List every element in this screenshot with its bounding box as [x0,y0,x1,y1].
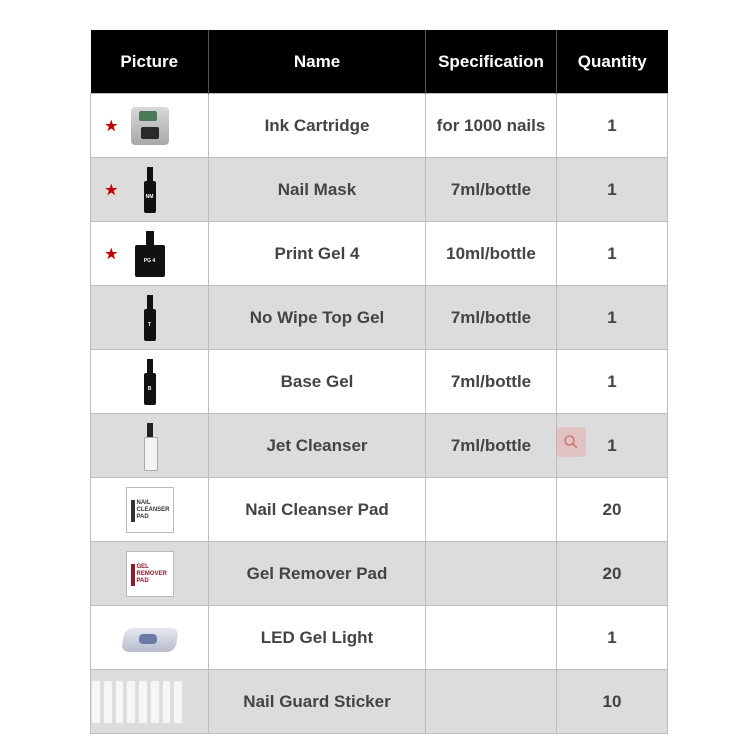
pad-label: NAIL CLEANSER PAD [136,499,170,520]
jet-cleanser-bottle-icon [144,423,156,469]
bottle-label: NM [144,181,156,213]
picture-cell [91,350,209,414]
item-spec: 7ml/bottle [426,158,557,222]
item-quantity: 20 [557,542,668,606]
table-row [91,158,668,222]
item-quantity: 1 [557,222,668,286]
picture-cell [91,670,209,734]
item-quantity: 10 [557,670,668,734]
nail-guard-sticker-icon [91,680,183,724]
bottle-label: B [144,373,156,405]
item-name: Nail Cleanser Pad [209,478,426,542]
item-spec [426,606,557,670]
item-name: Nail Guard Sticker [209,670,426,734]
picture-cell [91,606,209,670]
table-row [91,670,668,734]
item-name: Base Gel [209,350,426,414]
item-spec: 7ml/bottle [426,286,557,350]
item-name: Print Gel 4 [209,222,426,286]
top-gel-bottle-icon [144,295,156,341]
item-spec [426,542,557,606]
item-quantity: 1 [557,286,668,350]
table-row [91,350,668,414]
table-row [91,222,668,286]
item-quantity: 20 [557,478,668,542]
base-gel-bottle-icon [144,359,156,405]
ink-cartridge-icon [131,107,169,145]
item-spec [426,670,557,734]
picture-cell [91,158,209,222]
picture-cell [91,414,209,478]
magnifier-icon[interactable] [556,427,586,457]
header-quantity: Quantity [557,30,668,94]
table-row [91,94,668,158]
table-row [91,542,668,606]
star-icon: ★ [105,117,118,133]
item-spec: 7ml/bottle [426,414,557,478]
table-row [91,286,668,350]
item-name: LED Gel Light [209,606,426,670]
item-quantity: 1 [557,158,668,222]
item-quantity: 1 [557,414,668,478]
item-name: Ink Cartridge [209,94,426,158]
nail-cleanser-pad-icon [126,487,174,533]
item-name: Jet Cleanser [209,414,426,478]
gel-remover-pad-icon [126,551,174,597]
table-row [91,478,668,542]
header-specification: Specification [426,30,557,94]
picture-cell [91,94,209,158]
item-spec: 10ml/bottle [426,222,557,286]
print-gel-bottle-icon [135,231,165,277]
item-name: Nail Mask [209,158,426,222]
pad-label: GEL REMOVER PAD [136,563,167,584]
item-spec: 7ml/bottle [426,350,557,414]
star-icon: ★ [105,245,118,261]
star-icon: ★ [105,181,118,197]
picture-cell [91,542,209,606]
nail-mask-bottle-icon [144,167,156,213]
item-name: Gel Remover Pad [209,542,426,606]
item-spec: for 1000 nails [426,94,557,158]
picture-cell [91,478,209,542]
picture-cell [91,222,209,286]
header-picture: Picture [91,30,209,94]
item-quantity: 1 [557,606,668,670]
table-row [91,606,668,670]
bottle-label: T [144,309,156,341]
item-spec [426,478,557,542]
picture-cell [91,286,209,350]
item-name: No Wipe Top Gel [209,286,426,350]
bottle-label: PG 4 [135,245,165,277]
led-gel-light-icon [119,620,181,656]
product-contents-table [90,30,667,734]
item-quantity: 1 [557,350,668,414]
table-header-row [91,30,668,94]
item-quantity: 1 [557,94,668,158]
header-name: Name [209,30,426,94]
